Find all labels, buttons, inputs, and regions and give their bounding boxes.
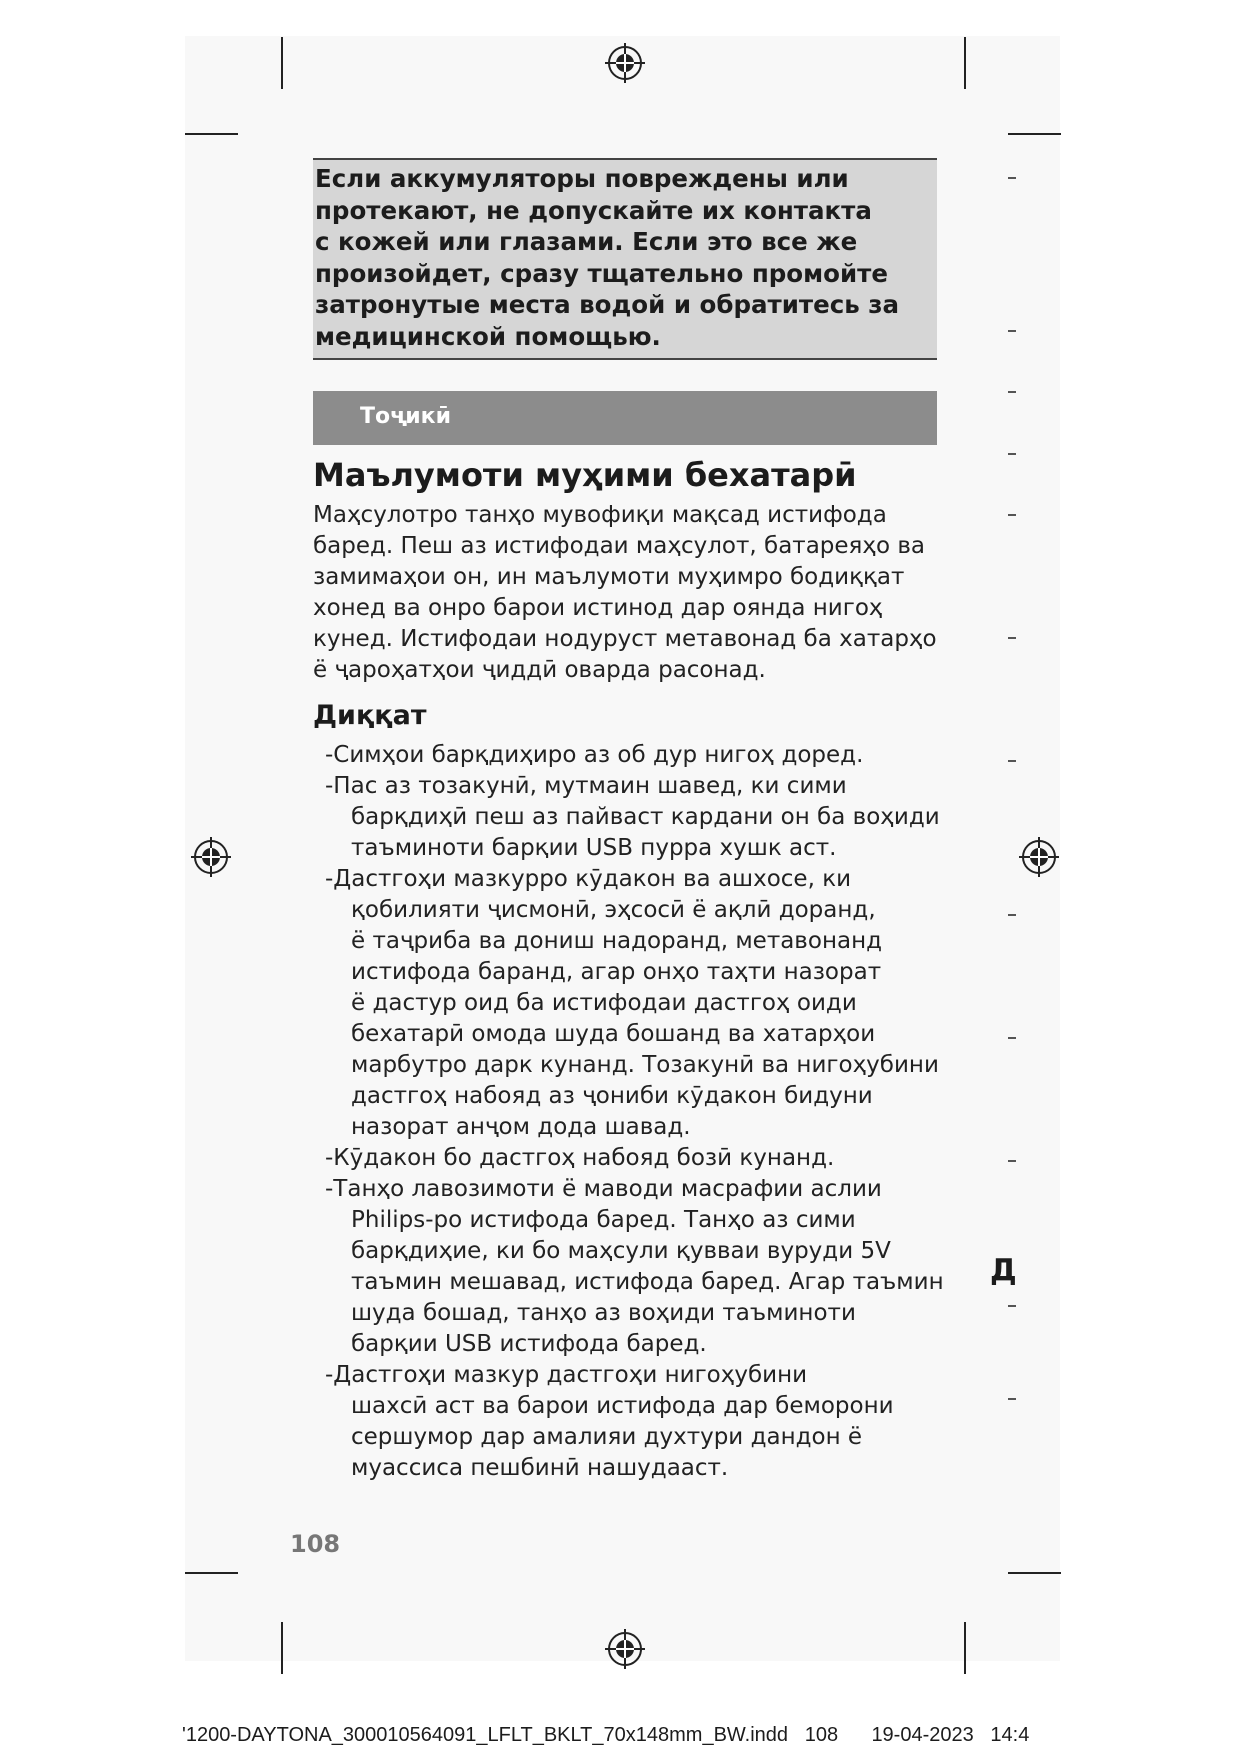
print-slug xyxy=(182,1724,1029,1747)
page-number: 108 xyxy=(290,1530,341,1558)
margin-dash xyxy=(1008,391,1016,393)
caution-list xyxy=(325,740,953,1484)
margin-dash xyxy=(1008,1037,1016,1039)
margin-dash xyxy=(1008,914,1016,916)
list-item: -Дастгоҳи мазкур дастгоҳи нигоҳубини шахсӣ аст ва барои истифода дар беморони сершумор дар амалияи духтури дандон ё муассиса пешбинӣ нашудааст. xyxy=(325,1362,894,1481)
crop-mark-bottom-right xyxy=(964,1622,966,1674)
registration-mark-icon xyxy=(603,1627,647,1671)
caution-heading: Диққат xyxy=(313,700,427,731)
crop-mark-left-top xyxy=(185,133,238,135)
margin-dash xyxy=(1008,514,1016,516)
registration-mark-icon xyxy=(1017,835,1061,879)
section-title: Маълумоти муҳими бехатарӣ xyxy=(313,456,857,494)
margin-dash xyxy=(1008,760,1016,762)
crop-mark-top-left xyxy=(281,37,283,89)
margin-dash xyxy=(1008,177,1016,179)
margin-dash xyxy=(1008,330,1016,332)
slug-time: 14:4 xyxy=(990,1724,1030,1746)
margin-letter: Д xyxy=(990,1253,1017,1288)
margin-dash xyxy=(1008,1160,1016,1162)
registration-mark-icon xyxy=(189,835,233,879)
list-item: -Танҳо лавозимоти ё маводи масрафии аслии Philips-ро истифода баред. Танҳо аз сими барқдиҳие, ки бо маҳсули қувваи вуруди 5V таъмин мешавад, истифода баред. Агар таъмин шуда бошад, танҳо аз воҳиди таъминоти барқии USB истифода баред. xyxy=(325,1176,944,1357)
margin-dash xyxy=(1008,1305,1016,1307)
margin-dash xyxy=(1008,1398,1016,1400)
list-item: -Пас аз тозакунӣ, мутмаин шавед, ки сими барқдиҳӣ пеш аз пайваст кардани он ба воҳиди таъминоти барқии USB пурра хушк аст. xyxy=(325,773,940,861)
margin-dash xyxy=(1008,453,1016,455)
crop-mark-left-bottom xyxy=(185,1572,238,1574)
slug-page: 108 xyxy=(804,1724,839,1746)
crop-mark-top-right xyxy=(964,37,966,89)
language-section-bar xyxy=(313,391,937,445)
battery-warning-box xyxy=(313,158,937,360)
intro-paragraph: Маҳсулотро танҳо мувофиқи мақсад истифода баред. Пеш аз истифодаи маҳсулот, батареяҳо ва замимаҳои он, ин маълумоти муҳимро бодиққат хонед ва онро барои истинод дар оянда нигоҳ кунед. Истифодаи нодуруст метавонад ба хатарҳо ё ҷароҳатҳои ҷиддӣ оварда расонад. xyxy=(313,502,937,683)
crop-mark-right-bottom xyxy=(1008,1572,1061,1574)
crop-mark-bottom-left xyxy=(281,1622,283,1674)
slug-filename: '1200-DAYTONA_300010564091_LFLT_BKLT_70x148mm_BW.indd xyxy=(182,1724,789,1746)
registration-mark-icon xyxy=(603,41,647,85)
list-item: -Кӯдакон бо дастгоҳ набояд бозӣ кунанд. xyxy=(325,1145,835,1171)
list-item: -Симҳои барқдиҳиро аз об дур нигоҳ доред. xyxy=(325,742,864,768)
warning-text: Если аккумуляторы повреждены или протекают, не допускайте их контакта с кожей или глазами. Если это все же произойдет, сразу тщательно промойте затронутые места водой и обратитесь за медицинской помощью. xyxy=(315,164,900,351)
crop-mark-right-top xyxy=(1008,133,1061,135)
slug-date: 19-04-2023 xyxy=(871,1724,974,1746)
language-label: Тоҷикӣ xyxy=(360,404,451,429)
margin-dash xyxy=(1008,637,1016,639)
list-item: -Дастгоҳи мазкурро кӯдакон ва ашхосе, ки қобилияти ҷисмонӣ, эҳсосӣ ё ақлӣ доранд, ё таҷриба ва дониш надоранд, метавонанд истифода баранд, агар онҳо таҳти назорат ё дастур оид ба истифодаи дастгоҳ оиди бехатарӣ омода шуда бошанд ва хатарҳои марбутро дарк кунанд. Тозакунӣ ва нигоҳубини дастгоҳ набояд аз ҷониби кӯдакон бидуни назорат анҷом дода шавад. xyxy=(325,866,939,1140)
